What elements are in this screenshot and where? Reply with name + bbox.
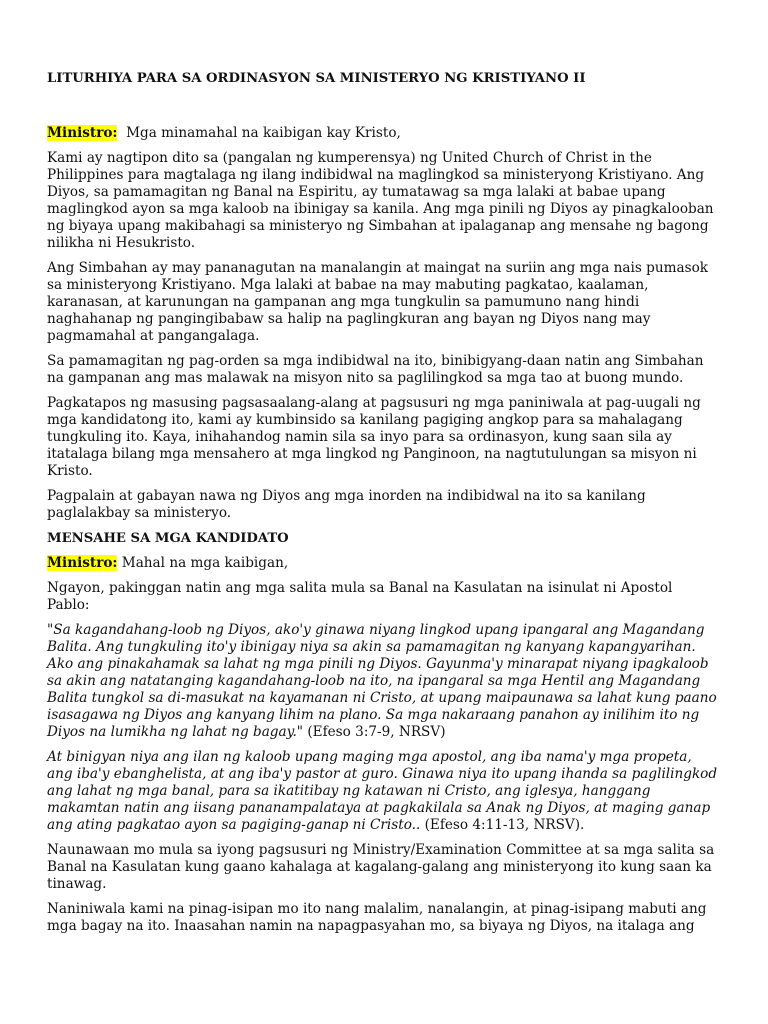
paragraph: Pagkatapos ng masusing pagsasaalang-alang at pagsusuri ng mga paniniwala at pag-uugali ng mga kandidatong ito, kami ay kumbinsido sa kanilang pagiging angkop para sa mahalagang tungkuling ito. Kaya, inihahandog namin sila sa inyo para sa ordinasyon, kung saan sila ay itatalaga bilang mga mensahero at mga lingkod ng Panginoon, na nagtutulungan sa misyon ni Kristo. — [47, 395, 701, 479]
paragraph: Pagpalain at gabayan nawa ng Diyos ang mga inorden na indibidwal na ito sa kanilang paglalakbay sa ministeryo. — [47, 488, 646, 521]
speaker-label: Ministro: — [47, 555, 118, 571]
second-greeting: Mahal na mga kaibigan, — [117, 555, 289, 571]
opening-line — [47, 125, 719, 142]
paragraph: Ang Simbahan ay may pananagutan na manalangin at maingat na suriin ang mga nais pumasok sa ministeryong Kristiyano. Mga lalaki at babae na may mabuting pagkatao, kaalaman, karanasan, at karunungan na gampanan ang mga tungkulin sa pamumuno nang hindi naghahanap ng pangingibabaw sa halip na paglingkuran ang bayan ng Diyos nang may pagmamahal at pangangalaga. — [47, 260, 708, 344]
opening-greeting: Mga minamahal na kaibigan kay Kristo, — [117, 125, 401, 141]
speaker-label: Ministro: — [47, 125, 118, 141]
scripture-quote-1 — [47, 622, 719, 741]
quote-reference: (Efeso 3:7-9, NRSV) — [303, 724, 446, 740]
paragraph: Sa pamamagitan ng pag-orden sa mga indibidwal na ito, binibigyang-daan natin ang Simbahan na gampanan ang mas malawak na misyon nito sa paglilingkod sa mga tao at buong mundo. — [47, 353, 704, 386]
quote-text: At binigyan niya ang ilan ng kaloob upang maging mga apostol, ang iba nama'y mga propeta, ang iba'y ebanghelista, at ang iba'y pastor at guro. Ginawa niya ito upang ihanda sa paglilingkod ang lahat ng mga banal, para sa ikatitibay ng katawan ni Cristo, ang iglesya, hanggang makamtan natin ang iisang pananampalataya at pagkakilala sa Anak ng Diyos, at maging ganap ang ating pagkatao ayon sa pagiging-ganap ni Cristo.. — [47, 749, 718, 833]
quote-text: "Sa kagandahang-loob ng Diyos, ako'y ginawa niyang lingkod upang ipangaral ang Magandang Balita. Ang tungkuling ito'y ibinigay niya sa akin sa pamamagitan ng kanyang kapangyarihan. Ako ang pinakahamak sa lahat ng mga pinili ng Diyos. Gayunma'y minarapat niyang ipagkaloob sa akin ang natatanging kagandahang-loob na ito, na ipangaral sa mga Hentil ang Magandang Balita tungkol sa di-masukat na kayamanan ni Cristo, at upang maipaunawa sa lahat kung paano isasagawa ng Diyos ang kanyang lihim na plano. Sa mga nakaraang panahon ay inilihim ito ng Diyos na lumikha ng lahat ng bagay." — [47, 622, 717, 740]
second-greeting-line — [47, 555, 719, 572]
scripture-quote-2 — [47, 749, 719, 834]
paragraph: Naunawaan mo mula sa iyong pagsusuri ng Ministry/Examination Committee at sa mga salita sa Banal na Kasulatan kung gaano kahalaga at kagalang-galang ang ministeryong ito kung saan ka tinawag. — [47, 842, 715, 892]
scripture-intro: Ngayon, pakinggan natin ang mga salita mula sa Banal na Kasulatan na isinulat ni Apostol Pablo: — [47, 580, 673, 613]
quote-reference: (Efeso 4:11-13, NRSV). — [420, 817, 585, 833]
document-body — [47, 70, 719, 943]
document-title: LITURHIYA PARA SA ORDINASYON SA MINISTERYO NG KRISTIYANO II — [47, 71, 586, 86]
paragraph: Kami ay nagtipon dito sa (pangalan ng kumperensya) ng United Church of Christ in the Philippines para magtalaga ng ilang indibidwal na maglingkod sa ministeryong Kristiyano. Ang Diyos, sa pamamagitan ng Banal na Espiritu, ay tumatawag sa mga lalaki at babae upang maglingkod ayon sa mga kaloob na ibinigay sa kanila. Ang mga pinili ng Diyos ay pinagkalooban ng biyaya upang makibahagi sa ministeryo ng Simbahan at ipalaganap ang mensahe ng bagong nilikha ni Hesukristo. — [47, 150, 714, 251]
paragraph: Naniniwala kami na pinag-isipan mo ito nang malalim, nanalangin, at pinag-isipang mabuti ang mga bagay na ito. Inaasahan namin na napagpasyahan mo, sa biyaya ng Diyos, na italaga ang — [47, 901, 707, 934]
section-heading: MENSAHE SA MGA KANDIDATO — [47, 531, 289, 546]
